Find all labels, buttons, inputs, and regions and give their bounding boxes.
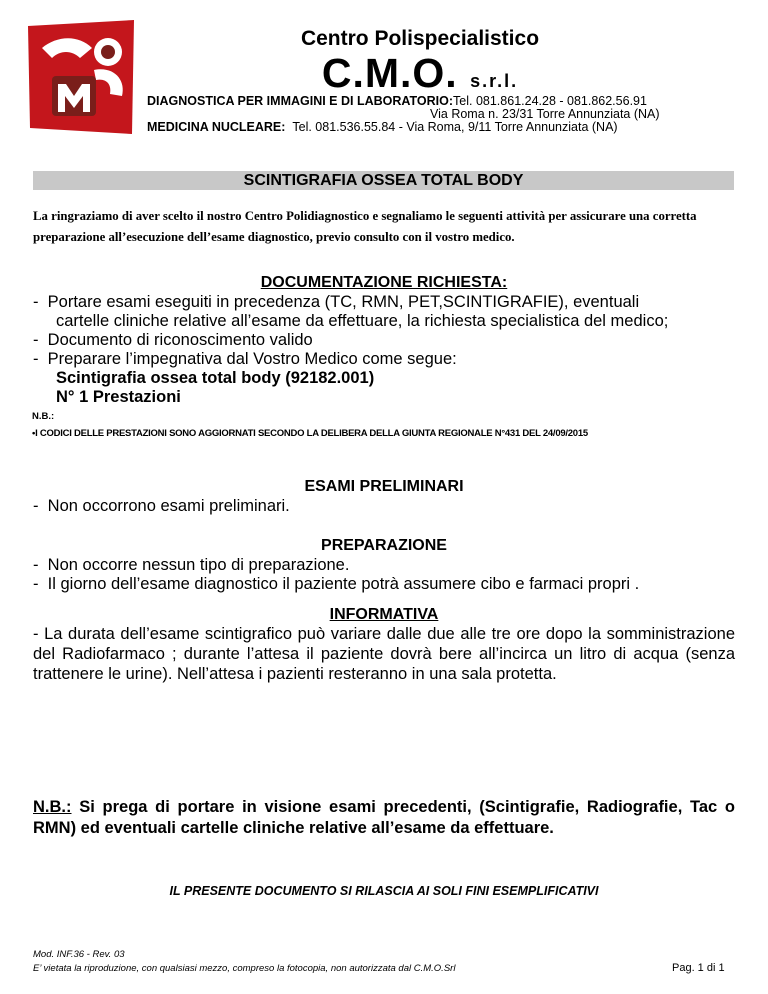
footer-copyright: E’ vietata la riproduzione, con qualsiasi mezzo, compreso la fotocopia, non autorizzata dal C.M.O.Srl — [33, 963, 456, 974]
exam-code: Scintigrafia ossea total body (92182.001) — [56, 369, 375, 387]
nucleare-label: MEDICINA NUCLEARE: — [147, 120, 286, 134]
logo-circle-inner — [101, 45, 115, 59]
diagnostica-tel: Tel. 081.861.24.28 - 081.862.56.91 — [453, 94, 647, 108]
preparazione-heading: PREPARAZIONE — [321, 537, 447, 554]
doc-item1-line1: - Portare esami eseguiti in precedenza (TC, RMN, PET,SCINTIGRAFIE), eventuali — [33, 293, 640, 311]
doc-item2: - Documento di riconoscimento valido — [33, 331, 313, 349]
brand-name — [160, 50, 680, 97]
esami-heading: ESAMI PRELIMINARI — [304, 478, 464, 495]
page-number: Pag. 1 di 1 — [672, 962, 725, 974]
documentazione-heading: DOCUMENTAZIONE RICHIESTA: — [260, 274, 508, 291]
diagnostica-line — [147, 94, 647, 108]
prep-item1: - Non occorre nessun tipo di preparazione. — [33, 556, 350, 574]
footer-mod: Mod. INF.36 - Rev. 03 — [33, 949, 125, 960]
informativa-heading: INFORMATIVA — [329, 606, 439, 623]
informativa-text: - La durata dell’esame scintigrafico può variare dalle due alle tre ore dopo la somministrazione del Radiofarmaco ; durante l’attesa il paziente dovrà bere all’incirca un litro di acqua (senza trattenere le urine). Nell’attesa i pazienti resteranno in una sala protetta. — [33, 625, 735, 683]
diagnostica-address: Via Roma n. 23/31 Torre Annunziata (NA) — [430, 107, 660, 121]
esami-item1: - Non occorrono esami preliminari. — [33, 497, 290, 515]
cmo-logo — [22, 18, 140, 136]
header-line1: Centro Polispecialistico — [300, 27, 540, 50]
diagnostica-label: DIAGNOSTICA PER IMMAGINI E DI LABORATORIO: — [147, 94, 454, 108]
doc-item3: - Preparare l’impegnativa dal Vostro Medico come segue: — [33, 350, 457, 368]
nb-final-text: Si prega di portare in visione esami precedenti, (Scintigrafie, Radiografie, Tac o RMN) ed eventuali cartelle cliniche relative all’esame da effettuare. — [33, 798, 735, 837]
nucleare-line — [147, 120, 618, 134]
prestazioni-count: N° 1 Prestazioni — [56, 388, 181, 406]
prep-item2: - Il giorno dell’esame diagnostico il paziente potrà assumere cibo e farmaci propri . — [33, 575, 640, 593]
nb-codes-note: •I CODICI DELLE PRESTAZIONI SONO AGGIORNATI SECONDO LA DELIBERA DELLA GIUNTA REGIONALE N°431 DEL 24/09/2015 — [32, 428, 588, 439]
doc-item1-line2: cartelle cliniche relative all’esame da effettuare, la richiesta specialistica del medico; — [56, 312, 669, 330]
nb-label: N.B.: — [32, 411, 55, 422]
brand-suffix: s.r.l. — [470, 71, 519, 91]
brand-main: C.M.O. — [321, 50, 458, 96]
nucleare-info: Tel. 081.536.55.84 - Via Roma, 9/11 Torre Annunziata (NA) — [292, 120, 618, 134]
nb-final-paragraph — [33, 797, 735, 839]
document-title: SCINTIGRAFIA OSSEA TOTAL BODY — [33, 171, 734, 190]
intro-paragraph: La ringraziamo di aver scelto il nostro Centro Polidiagnostico e segnaliamo le seguenti attività per assicurare una corretta preparazione all’esecuzione dell’esame diagnostico, previo consulto con il vostro medico. — [33, 209, 697, 244]
nb-final-label: N.B.: — [33, 798, 72, 816]
disclaimer: IL PRESENTE DOCUMENTO SI RILASCIA AI SOLI FINI ESEMPLIFICATIVI — [169, 884, 599, 898]
